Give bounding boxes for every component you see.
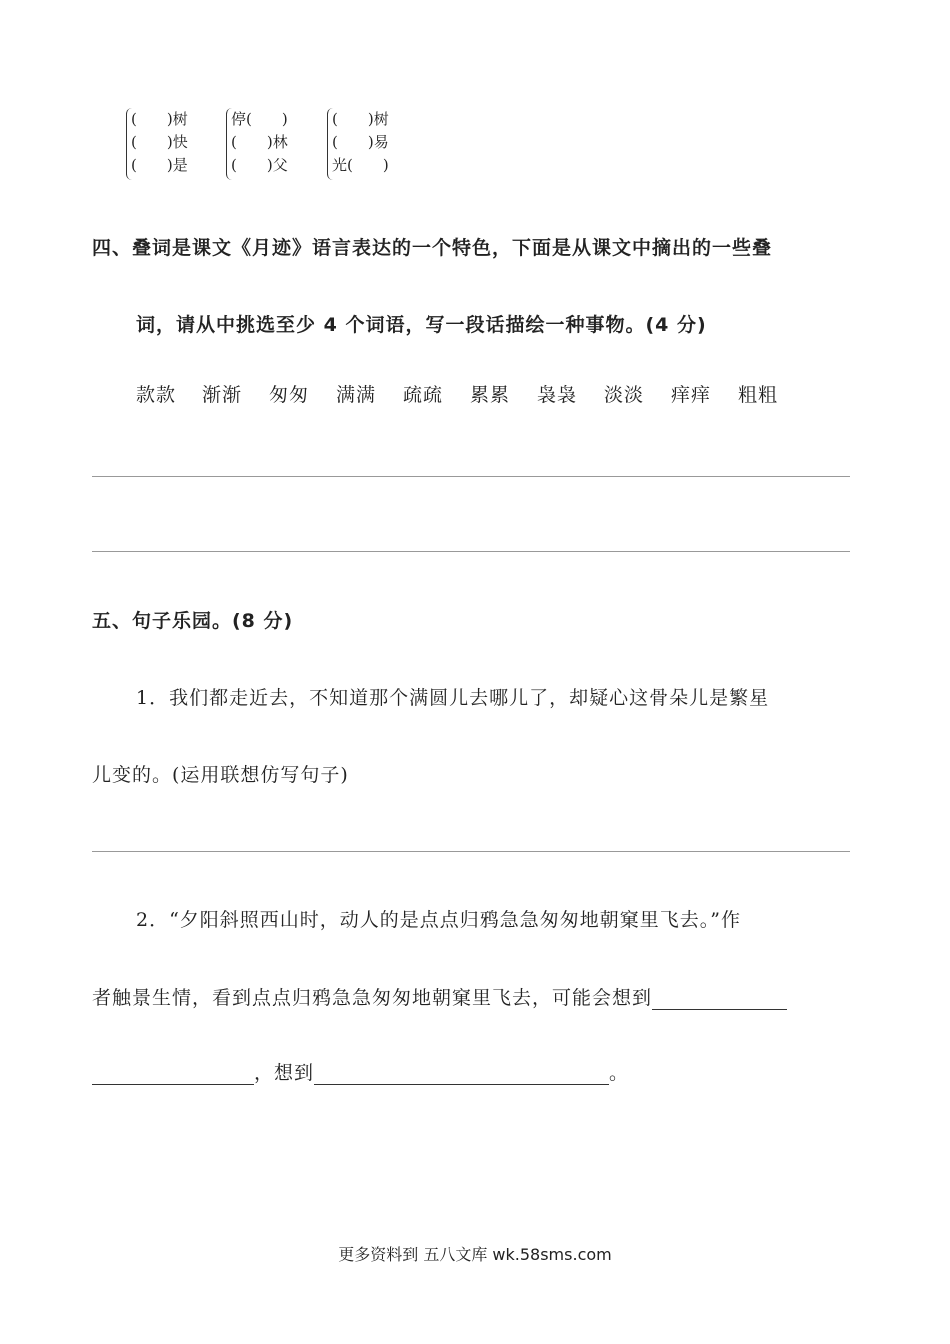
brace-group-2	[226, 108, 288, 180]
answer-line[interactable]	[92, 851, 850, 852]
answer-line[interactable]	[92, 551, 850, 552]
section5-heading: 五、句子乐园。(8 分)	[92, 610, 294, 632]
word-item: 累累	[470, 384, 511, 406]
brace-item: ( )父	[231, 156, 288, 174]
brace-item: 停( )	[231, 110, 288, 128]
question1-line2: 儿变的。(运用联想仿写句子)	[92, 764, 349, 786]
question2-line2-text: 者触景生情，看到点点归鸦急急匆匆地朝窠里飞去，可能会想到	[92, 987, 653, 1009]
word-item: 匆匆	[269, 384, 310, 406]
word-item: 满满	[336, 384, 377, 406]
fill-blank[interactable]	[652, 989, 787, 1010]
brace-item: 光( )	[332, 156, 389, 174]
question2-line3-mid: ，想到	[254, 1062, 315, 1084]
word-item: 渐渐	[202, 384, 243, 406]
brace-item: ( )树	[131, 110, 188, 128]
question2-line3	[92, 1058, 629, 1085]
question1-line1: 1．我们都走近去，不知道那个满圆儿去哪儿了，却疑心这骨朵儿是繁星	[136, 687, 770, 709]
brace-item: ( )树	[332, 110, 389, 128]
question2-line3-end: 。	[609, 1062, 630, 1084]
word-item: 痒痒	[671, 384, 712, 406]
question2-line1: 2．“夕阳斜照西山时，动人的是点点归鸦急急匆匆地朝窠里飞去。”作	[136, 909, 742, 931]
word-item: 疏疏	[403, 384, 444, 406]
brace-item: ( )易	[332, 133, 389, 151]
brace-item: ( )林	[231, 133, 288, 151]
answer-line[interactable]	[92, 476, 850, 477]
brace-item: ( )是	[131, 156, 188, 174]
section4-heading-line2: 词，请从中挑选至少 4 个词语，写一段话描绘一种事物。(4 分)	[136, 314, 707, 336]
brace-item: ( )快	[131, 133, 188, 151]
brace-group-3	[327, 108, 389, 180]
fill-blank[interactable]	[92, 1064, 254, 1085]
word-item: 粗粗	[738, 384, 779, 406]
brace-group-1	[126, 108, 188, 180]
word-item: 款款	[136, 384, 177, 406]
word-item: 淡淡	[604, 384, 645, 406]
word-item: 袅袅	[537, 384, 578, 406]
section4-heading-line1: 四、叠词是课文《月迹》语言表达的一个特色，下面是从课文中摘出的一些叠	[92, 237, 773, 259]
fill-blank[interactable]	[314, 1064, 609, 1085]
footer-text: 更多资料到 五八文库 wk.58sms.com	[338, 1245, 612, 1264]
question2-line2	[92, 983, 787, 1010]
